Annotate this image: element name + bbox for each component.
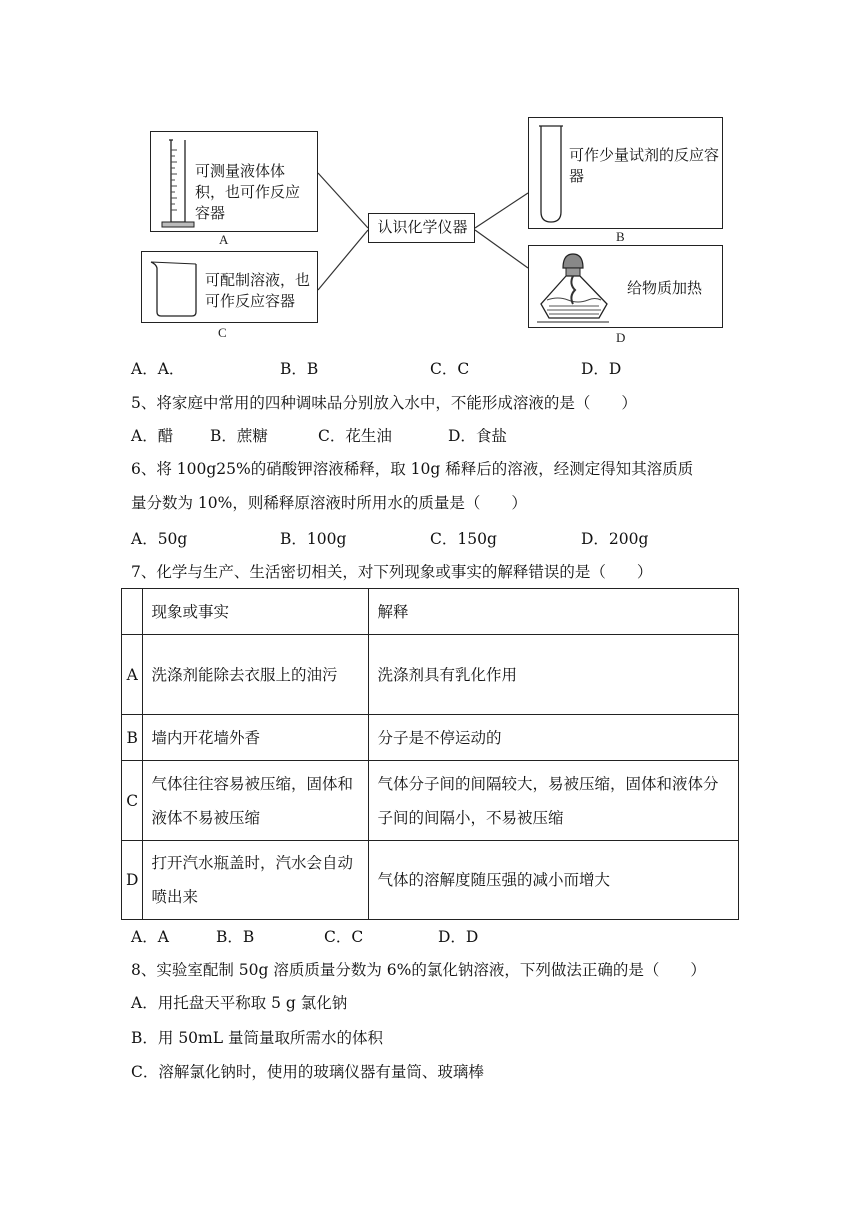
box-a	[150, 131, 318, 232]
q7-option-a: A．A	[131, 928, 169, 946]
table-row	[122, 715, 739, 761]
test-tube-icon	[535, 124, 569, 224]
row-key: D	[122, 841, 143, 920]
q6-option-b: B．100g	[280, 530, 347, 548]
q5-option-a: A．醋	[131, 427, 174, 445]
label-c: C	[218, 325, 227, 340]
row-explanation: 分子是不停运动的	[369, 715, 739, 761]
alcohol-lamp-icon	[533, 248, 613, 328]
q4-option-d: D．D	[581, 360, 622, 378]
row-explanation: 洗涤剂具有乳化作用	[369, 635, 739, 715]
q4-option-b: B．B	[280, 360, 319, 378]
q8-option-b: B．用 50mL 量筒量取所需水的体积	[131, 1029, 383, 1047]
row-phenomenon: 气体往往容易被压缩，固体和液体不易被压缩	[143, 761, 369, 841]
q8-stem: 8、实验室配制 50g 溶质质量分数为 6%的氯化钠溶液，下列做法正确的是（ ）	[131, 961, 706, 979]
q6-option-c: C．150g	[430, 530, 497, 548]
q7-table	[121, 588, 739, 920]
table-header-explanation: 解释	[369, 589, 739, 635]
q8-option-c: C．溶解氯化钠时，使用的玻璃仪器有量筒、玻璃棒	[131, 1063, 484, 1081]
box-a-text: 可测量液体体积，也可作反应容器	[195, 162, 301, 222]
row-explanation: 气体分子间的间隔较大，易被压缩，固体和液体分子间的间隔小，不易被压缩	[369, 761, 739, 841]
row-key: A	[122, 635, 143, 715]
table-header-phenomenon: 现象或事实	[143, 589, 369, 635]
row-phenomenon: 洗涤剂能除去衣服上的油污	[143, 635, 369, 715]
q6-stem-line1: 6、将 100g25%的硝酸钾溶液稀释，取 10g 稀释后的溶液，经测定得知其溶质质	[131, 460, 694, 478]
q6-option-d: D．200g	[581, 530, 649, 548]
box-b-text: 可作少量试剂的反应容器	[569, 146, 720, 185]
box-d	[528, 245, 723, 328]
table-header-blank	[122, 589, 143, 635]
row-key: C	[122, 761, 143, 841]
box-c-text: 可配制溶液，也可作反应容器	[205, 271, 311, 310]
q7-option-b: B．B	[216, 928, 255, 946]
q7-option-c: C．C	[324, 928, 364, 946]
q4-option-a: A．A．	[131, 360, 185, 378]
center-box	[368, 213, 475, 243]
q6-option-a: A．50g	[131, 530, 188, 548]
row-phenomenon: 打开汽水瓶盖时，汽水会自动喷出来	[143, 841, 369, 920]
q6-stem-line2: 量分数为 10%，则稀释原溶液时所用水的质量是（ ）	[131, 494, 527, 512]
row-phenomenon: 墙内开花墙外香	[143, 715, 369, 761]
label-a: A	[219, 232, 229, 247]
q4-option-c: C．C	[430, 360, 470, 378]
q7-option-d: D．D	[438, 928, 479, 946]
box-d-text: 给物质加热	[627, 279, 703, 297]
table-row	[122, 761, 739, 841]
graduated-cylinder-icon	[159, 138, 199, 230]
row-key: B	[122, 715, 143, 761]
box-c	[141, 251, 318, 323]
label-b: B	[616, 229, 625, 244]
label-d: D	[616, 330, 626, 345]
q5-option-b: B．蔗糖	[210, 427, 268, 445]
table-header-row	[122, 589, 739, 635]
table-row	[122, 841, 739, 920]
table-row	[122, 635, 739, 715]
row-explanation: 气体的溶解度随压强的减小而增大	[369, 841, 739, 920]
q5-option-c: C．花生油	[318, 427, 392, 445]
box-b	[528, 117, 723, 229]
connector-lines	[0, 0, 860, 350]
q5-option-d: D．食盐	[448, 427, 507, 445]
q8-option-a: A．用托盘天平称取 5 g 氯化钠	[131, 994, 348, 1012]
q7-stem: 7、化学与生产、生活密切相关，对下列现象或事实的解释错误的是（ ）	[131, 563, 653, 581]
q5-stem: 5、将家庭中常用的四种调味品分别放入水中，不能形成溶液的是（ ）	[131, 394, 637, 412]
beaker-icon	[148, 258, 204, 320]
center-text: 认识化学仪器	[377, 218, 468, 236]
